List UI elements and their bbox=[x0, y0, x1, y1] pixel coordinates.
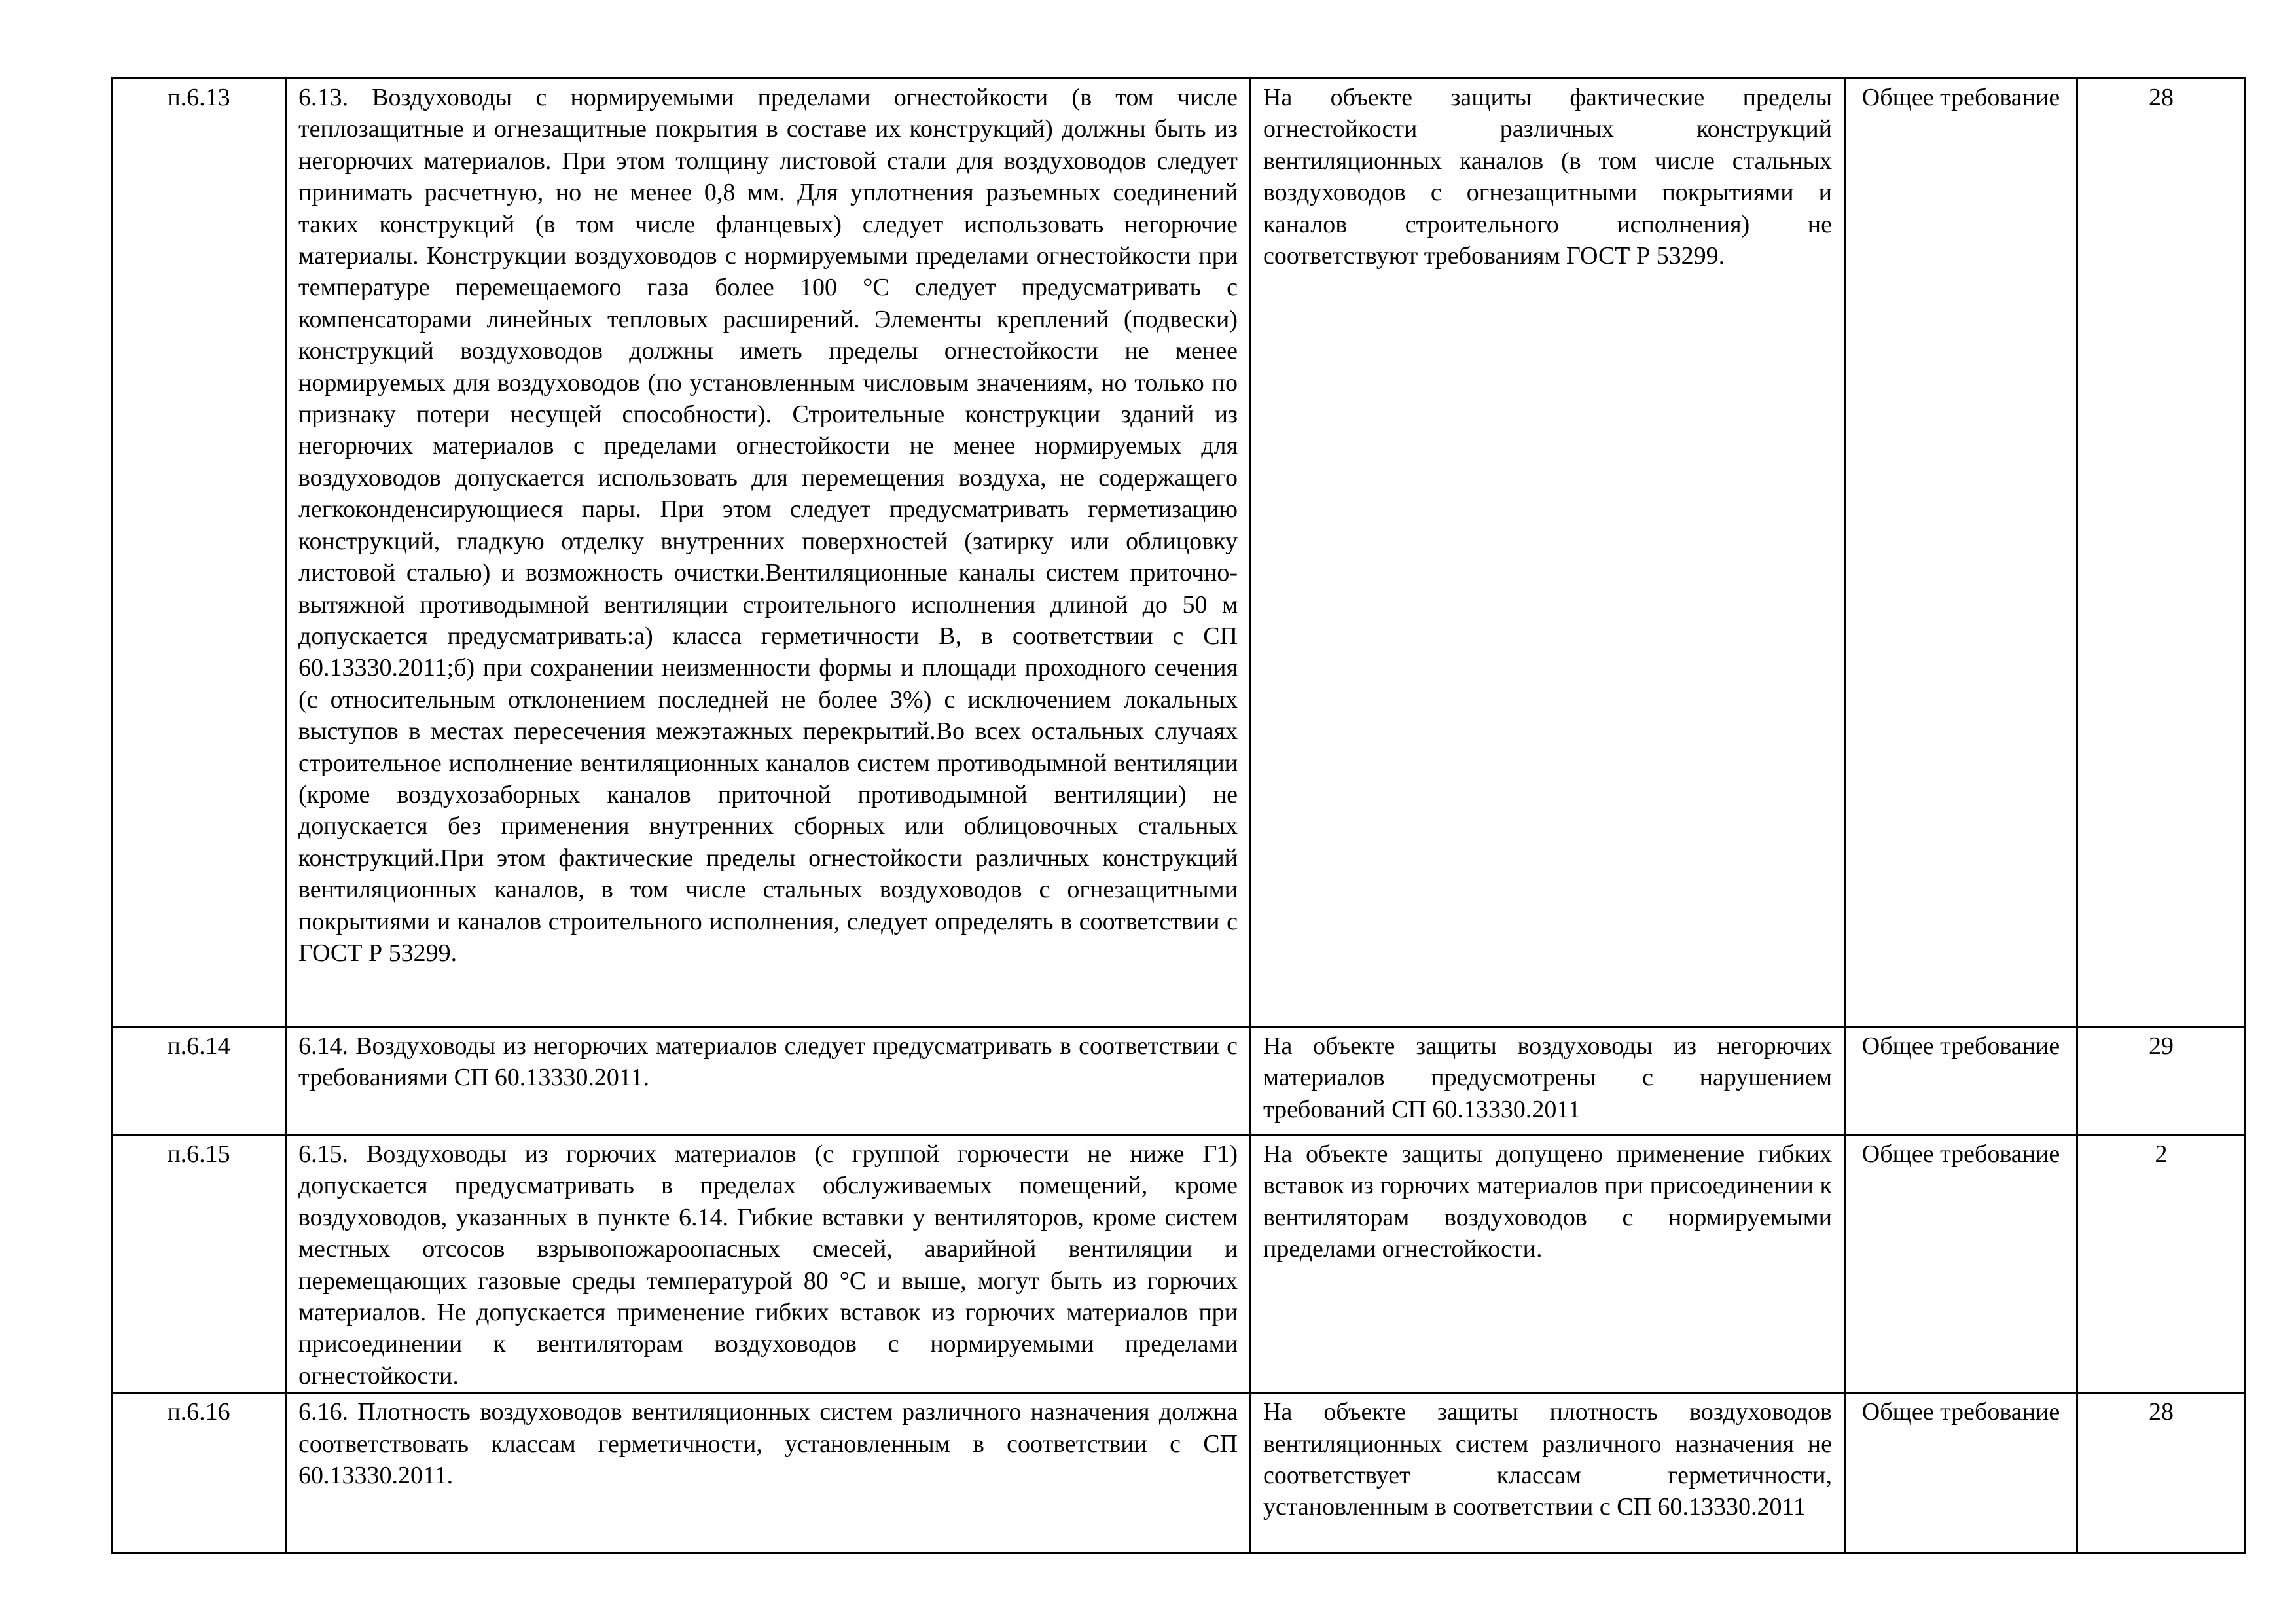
table-row bbox=[112, 1135, 2246, 1393]
requirement-text: 6.15. Воздуховоды из горючих материалов (с группой горючести не ниже Г1) допускается предусматривать в пределах обслуживаемых помещений, кроме воздуховодов, указанных в пункте 6.14. Гибкие вставки у вентиляторов, кроме систем местных отсосов взрывопожароопасных смесей, аварийной вентиляции и перемещающих газовые среды температурой 80 °С и выше, могут быть из горючих материалов. Не допускается применение гибких вставок из горючих материалов при присоединении к вентиляторам воздуховодов с нормируемыми пределами огнестойкости. bbox=[286, 1135, 1251, 1393]
table-row bbox=[112, 1393, 2246, 1553]
count-value: 28 bbox=[2077, 1393, 2246, 1553]
requirement-text: 6.14. Воздуховоды из негорючих материалов следует предусматривать в соответствии с требованиями СП 60.13330.2011. bbox=[286, 1027, 1251, 1135]
clause-ref: п.6.16 bbox=[112, 1393, 286, 1553]
table-row bbox=[112, 1027, 2246, 1135]
requirement-type: Общее требование bbox=[1845, 1393, 2077, 1553]
requirement-type: Общее требование bbox=[1845, 1135, 2077, 1393]
count-value: 28 bbox=[2077, 79, 2246, 1027]
finding-text: На объекте защиты допущено применение гибких вставок из горючих материалов при присоединении к вентиляторам воздуховодов с нормируемыми пределами огнестойкости. bbox=[1251, 1135, 1845, 1393]
requirement-text: 6.16. Плотность воздуховодов вентиляционных систем различного назначения должна соответствовать классам герметичности, установленным в соответствии с СП 60.13330.2011. bbox=[286, 1393, 1251, 1553]
count-value: 2 bbox=[2077, 1135, 2246, 1393]
clause-ref: п.6.14 bbox=[112, 1027, 286, 1135]
finding-text: На объекте защиты плотность воздуховодов вентиляционных систем различного назначения не соответствует классам герметичности, установленным в соответствии с СП 60.13330.2011 bbox=[1251, 1393, 1845, 1553]
requirement-type: Общее требование bbox=[1845, 79, 2077, 1027]
finding-text: На объекте защиты фактические пределы огнестойкости различных конструкций вентиляционных каналов (в том числе стальных воздуховодов с огнезащитными покрытиями и каналов строительного исполнения) не соответствуют требованиям ГОСТ Р 53299. bbox=[1251, 79, 1845, 1027]
clause-ref: п.6.13 bbox=[112, 79, 286, 1027]
table-row bbox=[112, 79, 2246, 1027]
requirement-type: Общее требование bbox=[1845, 1027, 2077, 1135]
finding-text: На объекте защиты воздуховоды из негорючих материалов предусмотрены с нарушением требований СП 60.13330.2011 bbox=[1251, 1027, 1845, 1135]
clause-ref: п.6.15 bbox=[112, 1135, 286, 1393]
count-value: 29 bbox=[2077, 1027, 2246, 1135]
requirement-text: 6.13. Воздуховоды с нормируемыми пределами огнестойкости (в том числе теплозащитные и огнезащитные покрытия в составе их конструкций) должны быть из негорючих материалов. При этом толщину листовой стали для воздуховодов следует принимать расчетную, но не менее 0,8 мм. Для уплотнения разъемных соединений таких конструкций (в том числе фланцевых) следует использовать негорючие материалы. Конструкции воздуховодов с нормируемыми пределами огнестойкости при температуре перемещаемого газа более 100 °С следует предусматривать с компенсаторами линейных тепловых расширений. Элементы креплений (подвески) конструкций воздуховодов должны иметь пределы огнестойкости не менее нормируемых для воздуховодов (по установленным числовым значениям, но только по признаку потери несущей способности). Строительные конструкции зданий из негорючих материалов с пределами огнестойкости не менее нормируемых для воздуховодов допускается использовать для перемещения воздуха, не содержащего легкоконденсирующиеся пары. При этом следует предусматривать герметизацию конструкций, гладкую отделку внутренних поверхностей (затирку или облицовку листовой сталью) и возможность очистки.Вентиляционные каналы систем приточно-вытяжной противодымной вентиляции строительного исполнения длиной до 50 м допускается предусматривать:а) класса герметичности В, в соответствии с СП 60.13330.2011;б) при сохранении неизменности формы и площади проходного сечения (с относительным отклонением последней не более 3%) с исключением локальных выступов в местах пересечения межэтажных перекрытий.Во всех остальных случаях строительное исполнение вентиляционных каналов систем противодымной вентиляции (кроме воздухозаборных каналов приточной противодымной вентиляции) не допускается без применения внутренних сборных или облицовочных стальных конструкций.При этом фактические пределы огнестойкости различных конструкций вентиляционных каналов, в том числе стальных воздуховодов с огнезащитными покрытиями и каналов строительного исполнения, следует определять в соответствии с ГОСТ Р 53299. bbox=[286, 79, 1251, 1027]
requirements-table bbox=[111, 77, 2246, 1554]
